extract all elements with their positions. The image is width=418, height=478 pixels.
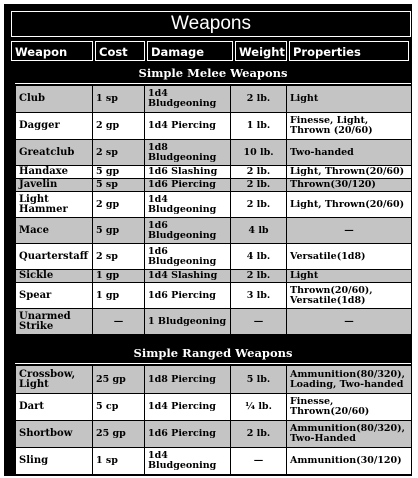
weapon-name: Sling [16, 448, 93, 475]
weapon-name: Club [16, 86, 93, 113]
weapon-damage: 1d4 Bludgeoning [145, 448, 231, 475]
table-row [16, 448, 412, 475]
weapon-properties: Thrown(20/60), Versatile(1d8) [287, 283, 412, 309]
weapon-properties: Versatile(1d8) [287, 244, 412, 270]
weapon-cost: 5 gp [93, 166, 145, 179]
weapon-cost: — [93, 309, 145, 335]
weapon-damage: 1d6 Bludgeoning [145, 218, 231, 244]
table-title: Weapons [11, 11, 411, 37]
weapon-damage: 1d6 Piercing [145, 179, 231, 192]
weapon-properties: Light [287, 86, 412, 113]
column-header-weight: Weight [235, 41, 287, 61]
weapon-name: Crossbow, Light [16, 366, 93, 394]
weapon-name: Quarterstaff [16, 244, 93, 270]
weapon-cost: 1 sp [93, 86, 145, 113]
weapon-weight: 2 lb. [231, 179, 287, 192]
weapon-name: Greatclub [16, 140, 93, 166]
weapon-properties: Thrown(30/120) [287, 179, 412, 192]
weapon-cost: 1 gp [93, 270, 145, 283]
weapon-cost: 1 gp [93, 283, 145, 309]
table-row [16, 366, 412, 394]
weapon-cost: 2 gp [93, 113, 145, 140]
simple-ranged-table [15, 365, 412, 475]
weapon-cost: 2 gp [93, 192, 145, 218]
weapon-properties: Ammunition(80/320), Two-Handed [287, 421, 412, 448]
weapon-properties: — [287, 309, 412, 335]
weapon-weight: 2 lb. [231, 270, 287, 283]
weapon-name: Handaxe [16, 166, 93, 179]
weapons-table-panel [4, 4, 412, 476]
weapon-properties: Ammunition(80/320), Loading, Two-handed [287, 366, 412, 394]
weapon-weight: 1 lb. [231, 113, 287, 140]
weapon-damage: 1d4 Bludgeoning [145, 86, 231, 113]
table-row [16, 421, 412, 448]
table-row [16, 140, 412, 166]
table-row [16, 113, 412, 140]
table-row [16, 218, 412, 244]
section-heading-simple-ranged: Simple Ranged Weapons [15, 343, 411, 364]
table-row [16, 179, 412, 192]
weapon-weight: 2 lb. [231, 421, 287, 448]
weapon-damage: 1d4 Bludgeoning [145, 192, 231, 218]
table-row [16, 283, 412, 309]
weapon-weight: ¼ lb. [231, 394, 287, 421]
weapon-name: Sickle [16, 270, 93, 283]
weapon-properties: Ammunition(30/120) [287, 448, 412, 475]
table-row [16, 244, 412, 270]
weapon-name: Unarmed Strike [16, 309, 93, 335]
weapon-name: Dagger [16, 113, 93, 140]
weapon-properties: Finesse, Light, Thrown (20/60) [287, 113, 412, 140]
weapon-properties: Light, Thrown(20/60) [287, 192, 412, 218]
weapon-name: Javelin [16, 179, 93, 192]
weapon-weight: 5 lb. [231, 366, 287, 394]
table-row [16, 86, 412, 113]
weapon-cost: 5 gp [93, 218, 145, 244]
weapon-damage: 1d6 Piercing [145, 283, 231, 309]
weapon-weight: 4 lb [231, 218, 287, 244]
weapon-name: Light Hammer [16, 192, 93, 218]
weapon-weight: 10 lb. [231, 140, 287, 166]
weapon-damage: 1d8 Piercing [145, 366, 231, 394]
weapon-properties: Light [287, 270, 412, 283]
weapon-name: Dart [16, 394, 93, 421]
weapon-cost: 5 cp [93, 394, 145, 421]
weapon-weight: 4 lb. [231, 244, 287, 270]
weapon-damage: 1d8 Bludgeoning [145, 140, 231, 166]
column-header-damage: Damage [147, 41, 233, 61]
column-header-cost: Cost [95, 41, 145, 61]
simple-melee-table [15, 85, 412, 335]
weapon-damage: 1d4 Piercing [145, 113, 231, 140]
weapon-damage: 1d6 Piercing [145, 421, 231, 448]
weapon-name: Mace [16, 218, 93, 244]
weapon-cost: 5 sp [93, 179, 145, 192]
table-row [16, 270, 412, 283]
weapon-cost: 25 gp [93, 421, 145, 448]
weapon-damage: 1d6 Bludgeoning [145, 244, 231, 270]
weapon-name: Spear [16, 283, 93, 309]
weapon-cost: 25 gp [93, 366, 145, 394]
weapon-properties: — [287, 218, 412, 244]
weapon-damage: 1d6 Slashing [145, 166, 231, 179]
section-heading-simple-melee: Simple Melee Weapons [15, 63, 411, 84]
weapon-damage: 1d4 Slashing [145, 270, 231, 283]
weapon-properties: Two-handed [287, 140, 412, 166]
table-row [16, 166, 412, 179]
weapon-weight: 3 lb. [231, 283, 287, 309]
weapon-damage: 1d4 Piercing [145, 394, 231, 421]
weapon-damage: 1 Bludgeoning [145, 309, 231, 335]
column-header-properties: Properties [289, 41, 409, 61]
weapon-weight: 2 lb. [231, 166, 287, 179]
table-row [16, 394, 412, 421]
weapon-weight: — [231, 448, 287, 475]
weapon-weight: 2 lb. [231, 86, 287, 113]
weapon-cost: 2 sp [93, 244, 145, 270]
weapon-cost: 1 sp [93, 448, 145, 475]
column-header-weapon: Weapon [11, 41, 93, 61]
weapon-properties: Light, Thrown(20/60) [287, 166, 412, 179]
table-row [16, 309, 412, 335]
weapon-properties: Finesse, Thrown(20/60) [287, 394, 412, 421]
weapon-weight: — [231, 309, 287, 335]
weapon-weight: 2 lb. [231, 192, 287, 218]
weapon-cost: 2 sp [93, 140, 145, 166]
table-row [16, 192, 412, 218]
weapon-name: Shortbow [16, 421, 93, 448]
